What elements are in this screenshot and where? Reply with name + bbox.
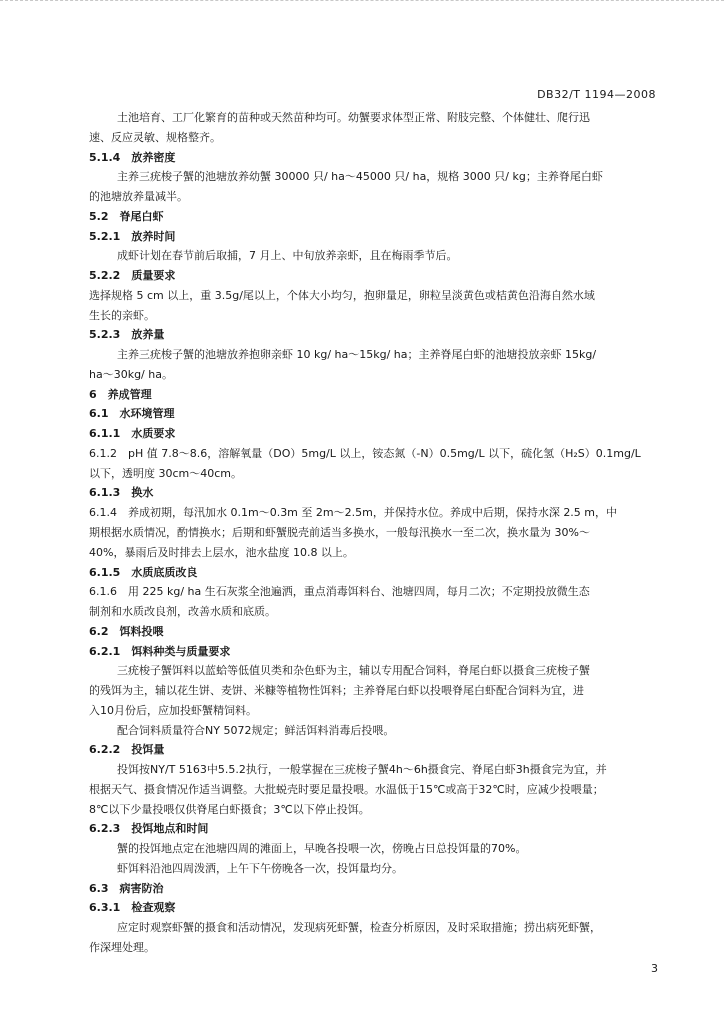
body-line: 制剂和水质改良剂，改善水质和底质。 (89, 605, 276, 618)
clause-heading: 6.2.2 投饵量 (89, 743, 165, 756)
clause-heading: 5.2.3 放养量 (89, 328, 165, 341)
body-line: 三疣梭子蟹饵料以蓝蛤等低值贝类和杂色虾为主，辅以专用配合饲料，脊尾白虾以摄食三疣梭子蟹 (117, 664, 590, 677)
body-line: 应定时观察虾蟹的摄食和活动情况，发现病死虾蟹，检查分析原因，及时采取措施；捞出病死虾蟹， (117, 921, 601, 934)
clause-heading: 6.3.1 检查观察 (89, 901, 176, 914)
clause-heading: 5.2.1 放养时间 (89, 230, 176, 243)
body-line: 土池培育、工厂化繁育的苗种或天然苗种均可。幼蟹要求体型正常、附肢完整、个体健壮、爬行迅 (117, 111, 590, 124)
body-line: 蟹的投饵地点定在池塘四周的滩面上，早晚各投喂一次，傍晚占日总投饵量的70%。 (117, 842, 527, 855)
body-line: 的残饵为主，辅以花生饼、麦饼、米糠等植物性饵料；主养脊尾白虾以投喂脊尾白虾配合饲料为宜，进 (89, 684, 584, 697)
clause-heading: 6.1.5 水质底质改良 (89, 566, 198, 579)
body-line: 根据天气、摄食情况作适当调整。大批蜕壳时要足量投喂。水温低于15℃或高于32℃时，应减少投喂量； (89, 783, 604, 796)
body-line: 选择规格 5 cm 以上，重 3.5g/尾以上，个体大小均匀，抱卵量足，卵粒呈淡黄色或桔黄色沿海自然水域 (89, 289, 595, 302)
body-line: 期根据水质情况，酌情换水；后期和虾蟹脱壳前适当多换水，一般每汛换水一至二次，换水量为 30%～ (89, 526, 590, 539)
standard-number-header: DB32/T 1194—2008 (537, 88, 656, 101)
clause-heading: 5.1.4 放养密度 (89, 151, 176, 164)
scan-edge-marks (0, 0, 724, 15)
clause-heading: 5.2.2 质量要求 (89, 269, 176, 282)
clause-heading: 6.2.3 投饵地点和时间 (89, 822, 209, 835)
body-line: 虾饵料沿池四周泼洒，上午下午傍晚各一次，投饵量均分。 (117, 862, 403, 875)
body-line: 投饵按NY/T 5163中5.5.2执行，一般掌握在三疣梭子蟹4h～6h摄食完、脊尾白虾3h摄食完为宜，并 (117, 763, 607, 776)
body-line: 配合饲料质量符合NY 5072规定；鲜活饵料消毒后投喂。 (117, 724, 395, 737)
body-line: 主养三疣梭子蟹的池塘放养抱卵亲虾 10 kg/ ha～15kg/ ha；主养脊尾白虾的池塘投放亲虾 15kg/ (117, 348, 597, 361)
chapter-heading: 6 养成管理 (89, 388, 152, 401)
body-line: ha～30kg/ ha。 (89, 368, 173, 381)
clause-heading: 6.1 水环境管理 (89, 407, 175, 420)
body-line: 入10月份后，应加投虾蟹精饲料。 (89, 704, 257, 717)
body-line: 8℃以下少量投喂仅供脊尾白虾摄食；3℃以下停止投饵。 (89, 803, 370, 816)
clause-heading: 6.2 饵料投喂 (89, 625, 164, 638)
body-line: 以下，透明度 30cm～40cm。 (89, 467, 243, 480)
clause-heading: 6.1.3 换水 (89, 486, 154, 499)
body-line: 的池塘放养量减半。 (89, 190, 188, 203)
body-line: 成虾计划在春节前后取捕，7 月上、中旬放养亲虾，且在梅雨季节后。 (117, 249, 458, 262)
body-line: 6.1.4 养成初期，每汛加水 0.1m～0.3m 至 2m～2.5m，并保持水位。养成中后期，保持水深 2.5 m，中 (89, 506, 618, 519)
clause-heading: 6.2.1 饵料种类与质量要求 (89, 645, 231, 658)
body-line: 生长的亲虾。 (89, 309, 155, 322)
clause-heading: 5.2 脊尾白虾 (89, 210, 164, 223)
body-line: 速、反应灵敏、规格整齐。 (89, 131, 221, 144)
clause-heading: 6.3 病害防治 (89, 882, 164, 895)
body-line: 作深埋处理。 (89, 941, 155, 954)
clause-heading: 6.1.1 水质要求 (89, 427, 176, 440)
body-line: 6.1.6 用 225 kg/ ha 生石灰浆全池遍洒，重点消毒饵料台、池塘四周，每月二次；不定期投放微生态 (89, 585, 590, 598)
body-line: 6.1.2 pH 值 7.8～8.6，溶解氧量（DO）5mg/L 以上，铵态氮（-N）0.5mg/L 以下，硫化氢（H₂S）0.1mg/L (89, 447, 641, 460)
body-line: 主养三疣梭子蟹的池塘放养幼蟹 30000 只/ ha～45000 只/ ha，规格 3000 只/ kg；主养脊尾白虾 (117, 170, 603, 183)
body-line: 40%，暴雨后及时排去上层水，池水盐度 10.8 以上。 (89, 546, 354, 559)
page-number: 3 (651, 962, 658, 975)
